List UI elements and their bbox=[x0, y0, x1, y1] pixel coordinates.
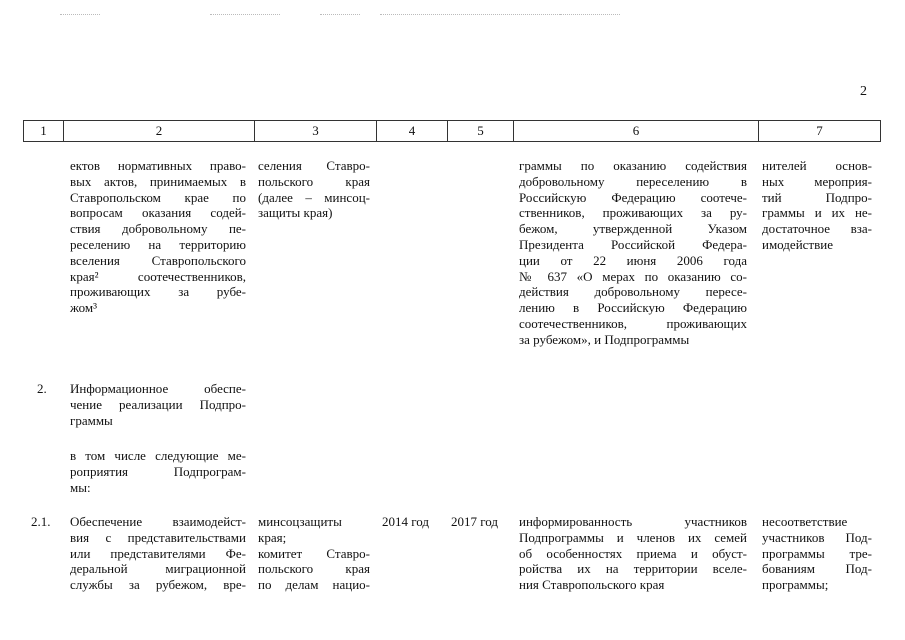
text-line: ектов нормативных право- bbox=[70, 158, 246, 173]
text-line: нителей основ- bbox=[762, 158, 872, 173]
text-line: (далее – минсоц- bbox=[258, 189, 370, 205]
text-line: вопросам оказания содей- bbox=[70, 205, 246, 221]
end-year: 2017 год bbox=[451, 514, 498, 529]
text-line: программы; bbox=[762, 577, 829, 593]
text-line: добровольному переселению в bbox=[519, 173, 747, 189]
text-line: службы за рубежом, вре- bbox=[70, 577, 246, 593]
table-header-row bbox=[23, 120, 881, 142]
row-number: 2.1. bbox=[31, 514, 51, 529]
text-line: Президента Российской Федера- bbox=[519, 236, 747, 252]
text-line: роприятия Подпрограм- bbox=[70, 463, 246, 479]
scan-noise bbox=[380, 14, 560, 16]
text-line: в том числе следующие ме- bbox=[70, 448, 246, 463]
text-line: минсоцзащиты bbox=[258, 514, 342, 529]
scan-noise bbox=[210, 14, 280, 16]
cont-col7 bbox=[762, 158, 872, 253]
text-line: граммы bbox=[70, 412, 113, 428]
text-line: тий Подпро- bbox=[762, 189, 872, 205]
row21-col2 bbox=[70, 514, 246, 593]
text-line: края² соотечественников, bbox=[70, 268, 246, 284]
text-line: ных мероприя- bbox=[762, 173, 872, 189]
text-line: вия с представительствами bbox=[70, 529, 246, 545]
text-line: польского края bbox=[258, 561, 370, 577]
text-line: об особенностях приема и обуст- bbox=[519, 545, 747, 561]
text-line: ройства их на территории вселе- bbox=[519, 561, 747, 577]
header-cell-3: 3 bbox=[255, 121, 377, 141]
text-line: защиты края) bbox=[258, 205, 333, 221]
text-line: Информационное обеспе- bbox=[70, 381, 246, 396]
row2-col2-sub bbox=[70, 448, 246, 495]
text-line: жом³ bbox=[70, 300, 98, 316]
text-line: граммы по оказанию содействия bbox=[519, 158, 747, 173]
text-line: вселения Ставропольского bbox=[70, 252, 246, 268]
text-line: бованиям Под- bbox=[762, 561, 872, 577]
text-line: мы: bbox=[70, 479, 91, 495]
text-line: действия добровольному пересе- bbox=[519, 284, 747, 300]
row21-col7 bbox=[762, 514, 872, 593]
text-line: Подпрограммы и членов их семей bbox=[519, 529, 747, 545]
text-line: Обеспечение взаимодейст- bbox=[70, 514, 246, 529]
header-cell-5: 5 bbox=[448, 121, 514, 141]
header-cell-2: 2 bbox=[64, 121, 255, 141]
header-cell-1: 1 bbox=[24, 121, 64, 141]
scan-noise bbox=[320, 14, 360, 16]
text-line: вых актов, принимаемых в bbox=[70, 173, 246, 189]
text-line: № 637 «О мерах по оказанию со- bbox=[519, 268, 747, 284]
row21-col3 bbox=[258, 514, 370, 593]
text-line: края; bbox=[258, 529, 287, 545]
text-line: за рубежом», и Подпрограммы bbox=[519, 331, 690, 347]
start-year: 2014 год bbox=[382, 514, 429, 529]
row21-col6 bbox=[519, 514, 747, 593]
scan-noise bbox=[60, 14, 100, 16]
row-number: 2. bbox=[37, 381, 47, 396]
text-line: селения Ставро- bbox=[258, 158, 370, 173]
cont-col3 bbox=[258, 158, 370, 221]
text-line: ции от 22 июня 2006 года bbox=[519, 252, 747, 268]
text-line: ния Ставропольского края bbox=[519, 577, 665, 593]
page-number: 2 bbox=[860, 84, 867, 99]
text-line: имодействие bbox=[762, 236, 833, 252]
header-cell-4: 4 bbox=[377, 121, 448, 141]
row2-col2 bbox=[70, 381, 246, 428]
text-line: граммы и их не- bbox=[762, 205, 872, 221]
text-line: ственников, проживающих за ру- bbox=[519, 205, 747, 221]
text-line: достаточное вза- bbox=[762, 221, 872, 237]
text-line: Ставропольском крае по bbox=[70, 189, 246, 205]
cont-col2 bbox=[70, 158, 246, 316]
header-cell-7: 7 bbox=[816, 123, 823, 138]
text-line: лению в Российскую Федерацию bbox=[519, 300, 747, 316]
text-line: программы тре- bbox=[762, 545, 872, 561]
text-line: соотечественников, проживающих bbox=[519, 315, 747, 331]
text-line: ствия добровольному пе- bbox=[70, 221, 246, 237]
text-line: проживающих за рубе- bbox=[70, 284, 246, 300]
cont-col6 bbox=[519, 158, 747, 348]
scan-noise bbox=[560, 14, 620, 16]
text-line: чение реализации Подпро- bbox=[70, 396, 246, 412]
header-cell-6: 6 bbox=[514, 121, 759, 141]
text-line: информированность участников bbox=[519, 514, 747, 529]
text-line: реселению на территорию bbox=[70, 236, 246, 252]
text-line: деральной миграционной bbox=[70, 561, 246, 577]
text-line: бежом, утвержденной Указом bbox=[519, 221, 747, 237]
text-line: или представителями Фе- bbox=[70, 545, 246, 561]
text-line: польского края bbox=[258, 173, 370, 189]
text-line: несоответствие bbox=[762, 514, 848, 529]
text-line: комитет Ставро- bbox=[258, 545, 370, 561]
text-line: участников Под- bbox=[762, 529, 872, 545]
text-line: по делам нацио- bbox=[258, 577, 370, 593]
text-line: Российскую Федерацию соотече- bbox=[519, 189, 747, 205]
